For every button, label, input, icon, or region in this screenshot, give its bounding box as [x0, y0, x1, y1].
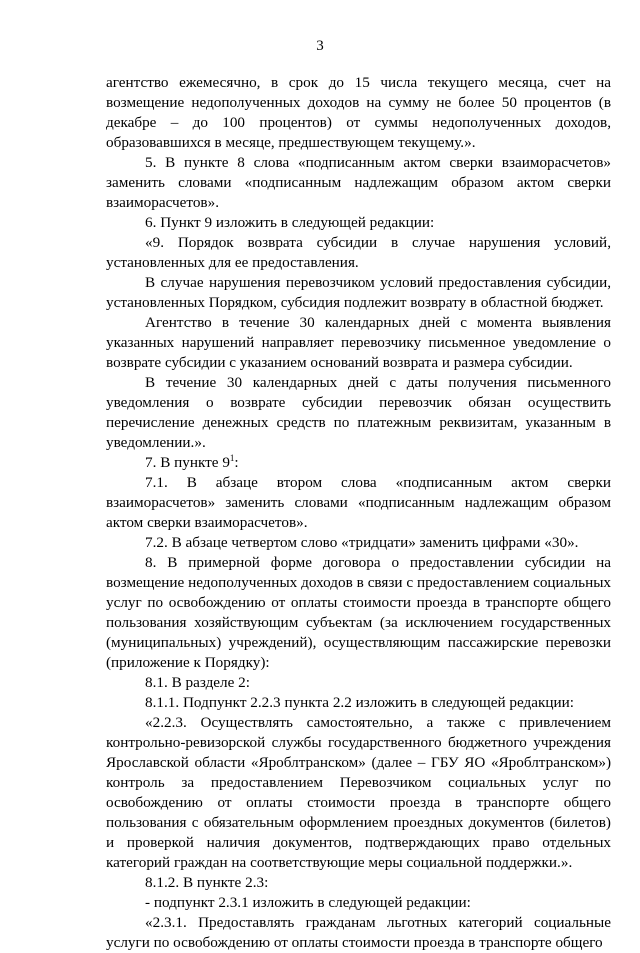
paragraph-item-8-1: 8.1. В разделе 2: [145, 674, 250, 691]
page-number: 3 [316, 38, 324, 54]
paragraph-item-9-title: «9. Порядок возврата субсидии в случае нарушения условий, установленных для ее предоставления. [106, 234, 611, 271]
paragraph-item-2-2-3: «2.2.3. Осуществлять самостоятельно, а также с привлечением контрольно-ревизорской службы государственного бюджетного учреждения Ярославской области «Яроблтранском» (далее – ГБУ ЯО «Яроблтранском») контроль за предоставлением Перевозчиком социальных услуг по освобождению от оплаты стоимости проезда в транспорте общего пользования с обязательным оформлением проездных документов (билетов) и проверкой наличия документов, подтверждающих право отдельных категорий граждан на соответствующие меры социальной поддержки.». [106, 714, 611, 871]
item-7-text: 7. В пункте 9 [145, 454, 230, 471]
paragraph-item-8-1-2: 8.1.2. В пункте 2.3: [145, 874, 269, 891]
paragraph-agency-notice: Агентство в течение 30 календарных дней с момента выявления указанных нарушений направляет перевозчику письменное уведомление о возврате субсидии с указанием оснований возврата и размера субсидии. [106, 314, 611, 371]
paragraph-item-5: 5. В пункте 8 слова «подписанным актом сверки взаиморасчетов» заменить словами «подписанным надлежащим образом актом сверки взаиморасчетов». [106, 154, 611, 211]
document-body [106, 73, 611, 953]
paragraph-item-8: 8. В примерной форме договора о предоставлении субсидии на возмещение недополученных доходов в связи с предоставлением социальных услуг по освобождению от оплаты стоимости проезда в транспорте общего пользования хозяйствующим субъектам (за исключением государственных (муниципальных) учреждений), осуществляющим пассажирские перевозки (приложение к Порядку): [106, 554, 611, 671]
paragraph-refund-term: В течение 30 календарных дней с даты получения письменного уведомления о возврате субсидии перевозчик обязан осуществить перечисление денежных средств по платежным реквизитам, указанным в уведомлении.». [106, 374, 611, 451]
paragraph-item-7-1: 7.1. В абзаце втором слова «подписанным актом сверки взаиморасчетов» заменить словами «подписанным надлежащим образом актом сверки взаиморасчетов». [106, 474, 611, 531]
paragraph-agency-invoice: агентство ежемесячно, в срок до 15 числа текущего месяца, счет на возмещение недополученных доходов на сумму не более 50 процентов (в декабре – до 100 процентов) от суммы недополученных доходов, образовавшихся в месяце, предшествующем текущему.». [106, 74, 611, 151]
paragraph-item-7 [106, 453, 611, 473]
paragraph-violation: В случае нарушения перевозчиком условий предоставления субсидии, установленных Порядком, субсидия подлежит возврату в областной бюджет. [106, 274, 611, 311]
paragraph-item-8-1-1: 8.1.1. Подпункт 2.2.3 пункта 2.2 изложить в следующей редакции: [145, 694, 574, 711]
paragraph-subitem-2-3-1: - подпункт 2.3.1 изложить в следующей редакции: [145, 894, 471, 911]
item-7-suffix: : [234, 454, 239, 471]
paragraph-item-6: 6. Пункт 9 изложить в следующей редакции: [145, 214, 435, 231]
paragraph-item-2-3-1: «2.3.1. Предоставлять гражданам льготных категорий социальные услуги по освобождению от оплаты стоимости проезда в транспорте общего [106, 914, 611, 951]
paragraph-item-7-2: 7.2. В абзаце четвертом слово «тридцати» заменить цифрами «30». [145, 534, 579, 551]
item-7-superscript: 1 [229, 453, 235, 463]
